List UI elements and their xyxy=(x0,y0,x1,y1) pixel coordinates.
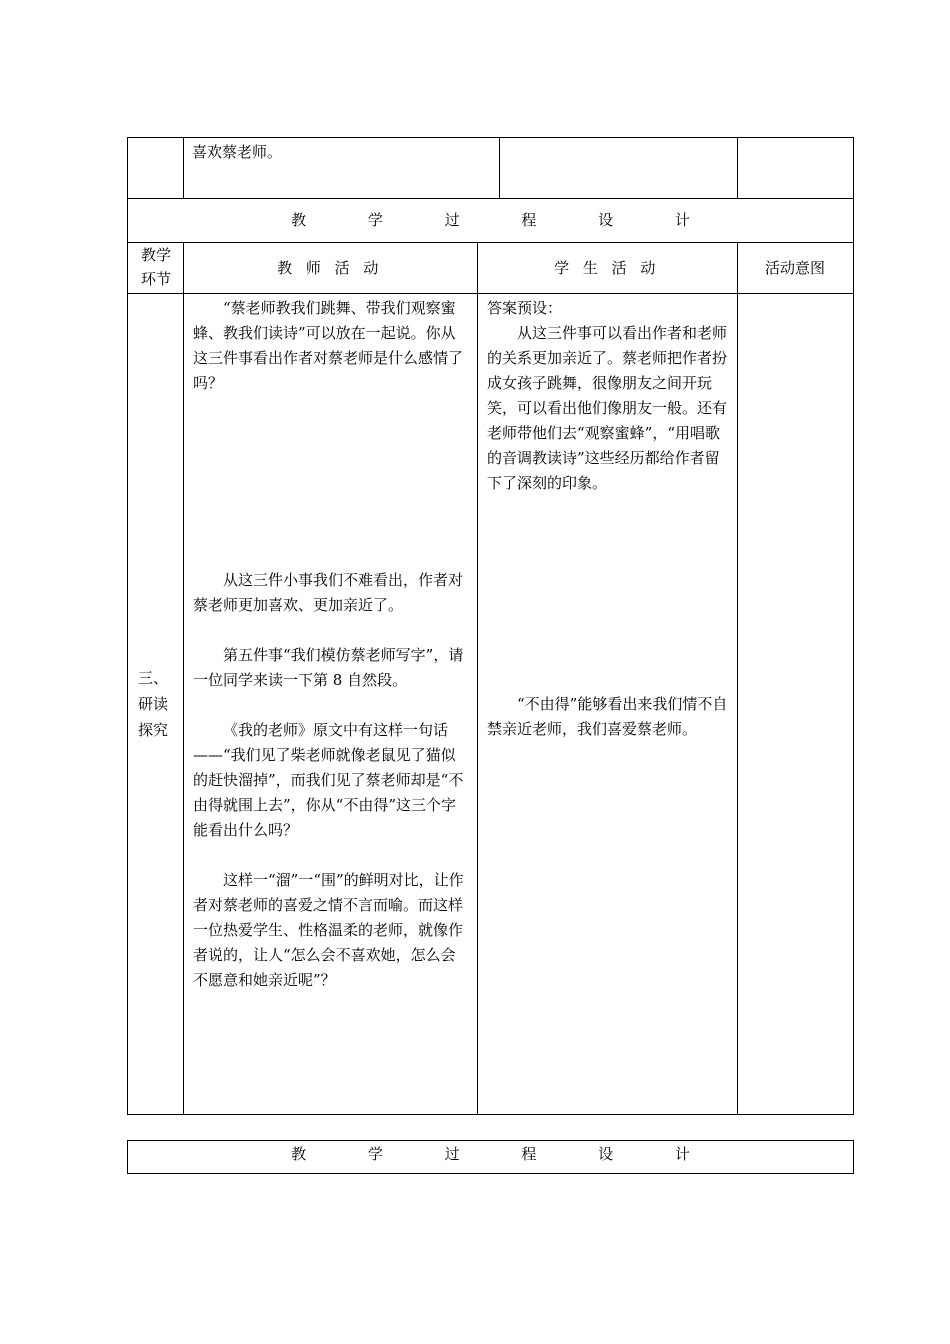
header-student-activity: 学 生 活 动 xyxy=(554,259,660,277)
teacher-paragraph-5: 这样一“溜”一“围”的鲜明对比，让作者对蔡老师的喜爱之情不言而喻。而这样一位热爱学生、性格温柔的老师，就像作者说的，让人“怎么会不喜欢她，怎么会不愿意和她亲近呢”？ xyxy=(193,871,464,989)
section-title: 教 学 过 程 设 计 xyxy=(291,211,719,229)
teacher-paragraph-4: 《我的老师》原文中有这样一句话——“我们见了柴老师就像老鼠见了猫似的赶快溜掉”，而我们见了蔡老师却是“不由得就围上去”，你从“不由得”这三个字能看出什么吗？ xyxy=(193,721,464,839)
stage-label: 三、研读探究 xyxy=(138,669,169,739)
student-paragraph-2: “不由得”能够看出来我们情不自禁亲近老师，我们喜爱蔡老师。 xyxy=(487,695,728,738)
teacher-paragraph-3: 第五件事“我们模仿蔡老师写字”，请一位同学来读一下第 8 自然段。 xyxy=(193,646,464,689)
teacher-paragraph-1: “蔡老师教我们跳舞、带我们观察蜜蜂、教我们读诗”可以放在一起说。你从这三件事看出作者对蔡老师是什么感情了吗？ xyxy=(193,299,464,392)
student-paragraph-1: 从这三件事可以看出作者和老师的关系更加亲近了。蔡老师把作者扮成女孩子跳舞，很像朋友之间开玩笑，可以看出他们像朋友一般。还有老师带他们去“观察蜜蜂”，“用唱歌的音调教读诗”这些经历都给作者留下了深刻的印象。 xyxy=(487,324,728,492)
header-teacher-activity: 教 师 活 动 xyxy=(277,259,383,277)
teacher-paragraph-2: 从这三件小事我们不难看出，作者对蔡老师更加喜欢、更加亲近了。 xyxy=(193,571,464,614)
student-answer-label: 答案预设： xyxy=(487,299,563,317)
bottom-section-title: 教 学 过 程 设 计 xyxy=(291,1145,719,1163)
header-activity-intent: 活动意图 xyxy=(764,259,825,277)
top-row-teacher-text: 喜欢蔡老师。 xyxy=(192,143,283,161)
header-stage: 教学环节 xyxy=(140,246,171,288)
